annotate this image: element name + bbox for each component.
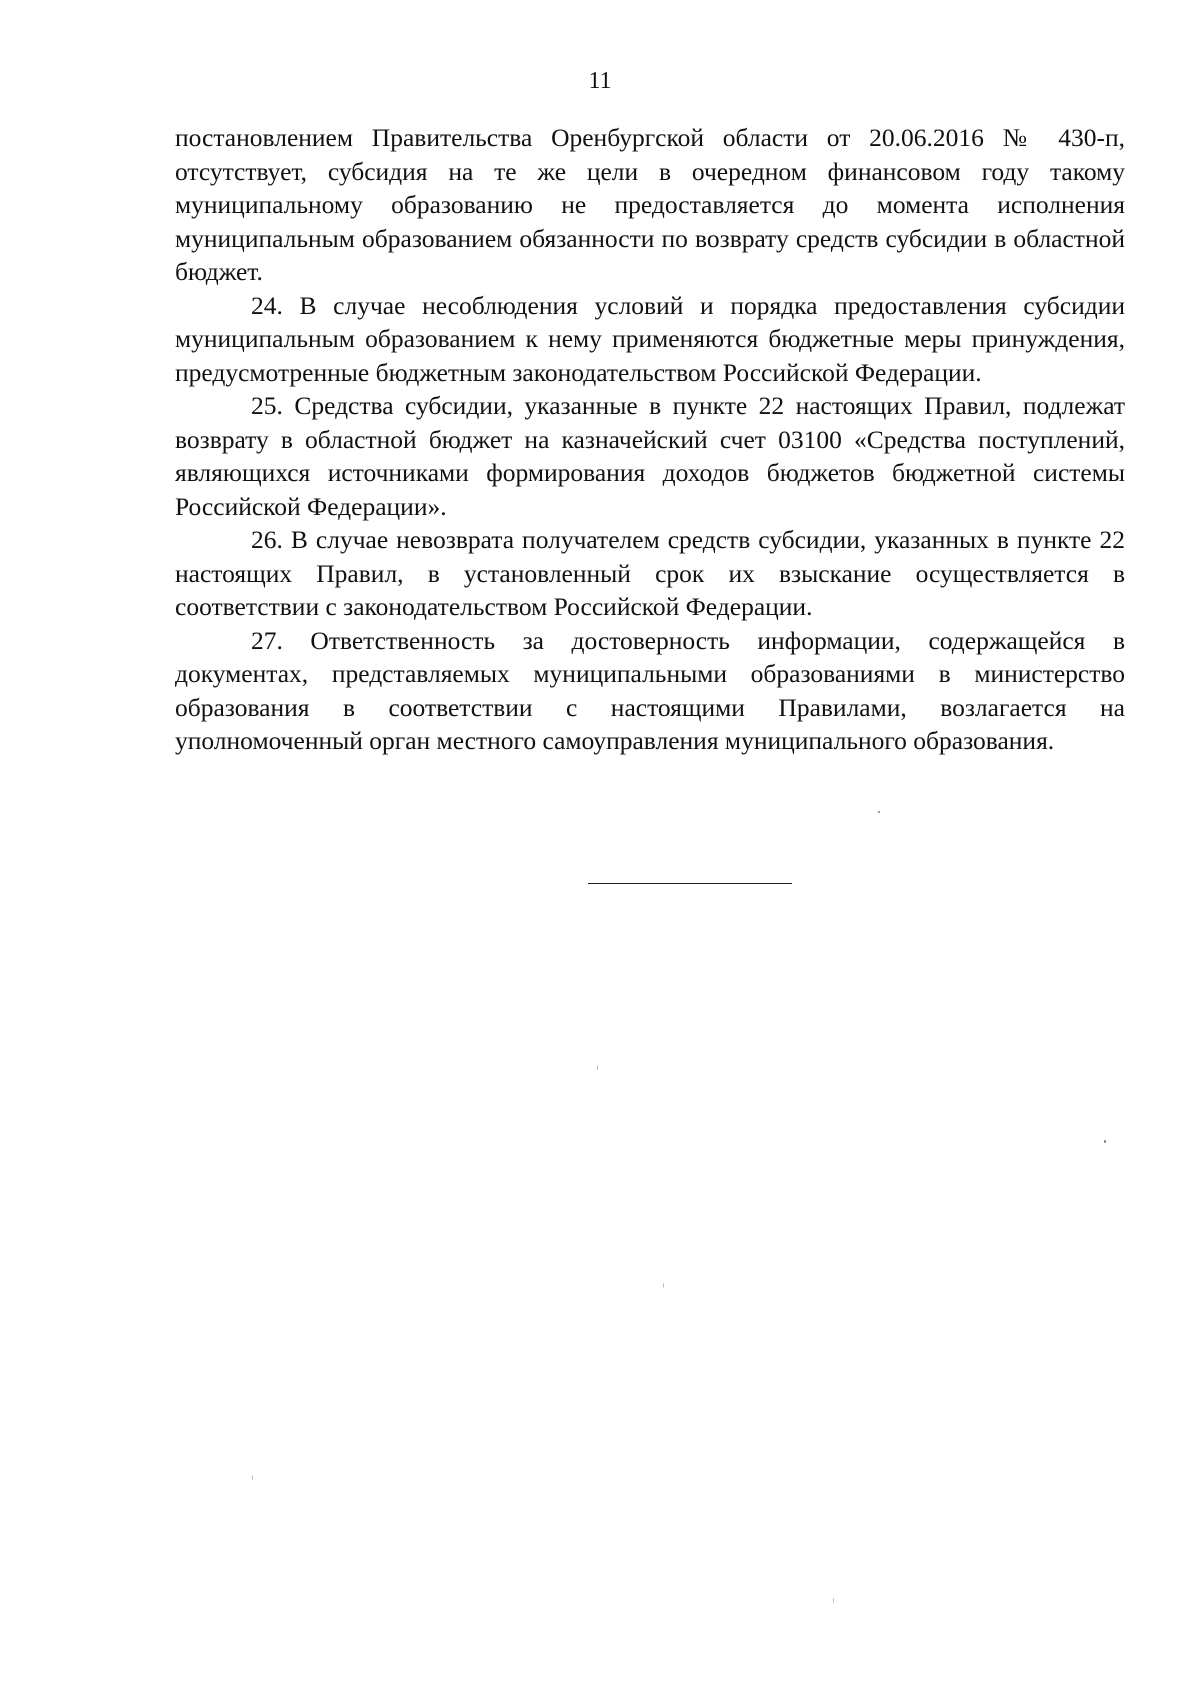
page-number: 11: [588, 68, 612, 94]
scan-speck: [878, 811, 880, 813]
scan-speck: [833, 1598, 834, 1603]
document-body: [175, 121, 1125, 758]
end-of-text-rule: [588, 883, 792, 884]
paragraph-item-24: 24. В случае несоблюдения условий и порядка предоставления субсидии муниципальным образованием к нему применяются бюджетные меры принуждения, предусмотренные бюджетным законодательством Российской Федерации.: [175, 290, 1125, 387]
scan-speck: [252, 1475, 253, 1480]
paragraph-item-27: 27. Ответственность за достоверность информации, содержащейся в документах, представляемых муниципальными образованиями в министерство образования в соответствии с настоящими Правилами, возлагается на уполномоченный орган местного самоуправления муниципального образования.: [175, 625, 1125, 755]
scan-speck: [597, 1065, 598, 1070]
scan-speck: [1104, 1140, 1106, 1143]
paragraph-continuation: постановлением Правительства Оренбургской области от 20.06.2016 № 430-п, отсутствует, субсидия на те же цели в очередном финансовом году такому муниципальному образованию не предоставляется до момента исполнения муниципальным образованием обязанности по возврату средств субсидии в областной бюджет.: [175, 123, 1125, 286]
paragraph-item-26: 26. В случае невозврата получателем средств субсидии, указанных в пункте 22 настоящих Правил, в установленный срок их взыскание осуществляется в соответствии с законодательством Российской Федерации.: [175, 525, 1125, 621]
scan-speck: [663, 1283, 664, 1288]
paragraph-item-25: 25. Средства субсидии, указанные в пункте 22 настоящих Правил, подлежат возврату в областной бюджет на казначейский счет 03100 «Средства поступлений, являющихся источниками формирования доходов бюджетов бюджетной системы Российской Федерации».: [175, 391, 1125, 521]
